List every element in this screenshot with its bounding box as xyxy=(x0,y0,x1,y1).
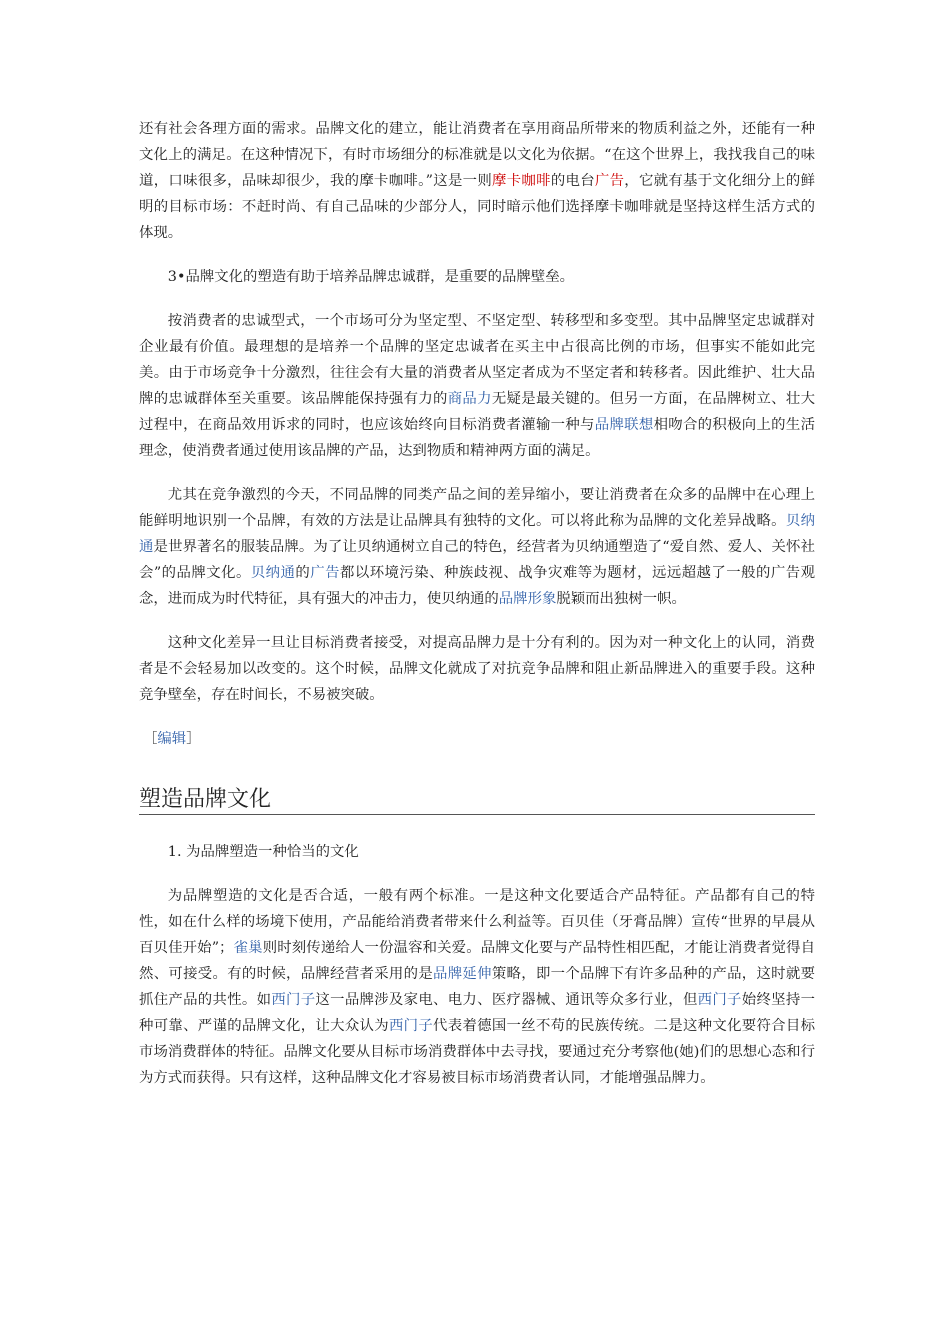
text-run: 还有社会各理方面的需求。品牌文化的建立，能让消费者在享用商品所带来的物质利益之外，还能有一种文化上的满足。在这种情况下，有时市场细分的标准就是以文化为依据。“在这个世界上，我找我自己的味道，口味很多，品味却很少，我的摩卡咖啡。”这是一则 xyxy=(139,121,815,189)
text-run: 始终坚持一种可靠、严谨的品牌文化，让大众认为 xyxy=(139,992,815,1034)
link-product-power[interactable]: 商品力 xyxy=(447,391,492,407)
text-run: 的 xyxy=(295,565,311,581)
paragraph-4 xyxy=(139,482,815,612)
paragraph-7 xyxy=(139,883,815,1091)
link-siemens[interactable]: 西门子 xyxy=(388,1018,434,1034)
bracket-close: ］ xyxy=(186,731,201,747)
paragraph-6-subheading: 1. 为品牌塑造一种恰当的文化 xyxy=(167,844,359,860)
text-run: 策略，即一个品牌下有许多品种的产品，这时就要抓住产品的共性。如 xyxy=(139,966,815,1008)
link-brand-extension[interactable]: 品牌延伸 xyxy=(433,966,492,982)
paragraph-3 xyxy=(139,308,815,464)
link-benetton[interactable]: 贝纳通 xyxy=(139,513,815,555)
text-run: 无疑是最关键的。但另一方面，在品牌树立、壮大过程中，在商品效用诉求的同时，也应该始终向目标消费者灌输一种与 xyxy=(139,391,815,433)
link-brand-image[interactable]: 品牌形象 xyxy=(498,591,557,607)
paragraph-1 xyxy=(139,116,815,246)
text-run: 相吻合的积极向上的生活理念，使消费者通过使用该品牌的产品，达到物质和精神两方面的满足。 xyxy=(139,417,815,459)
paragraph-5: 这种文化差异一旦让目标消费者接受，对提高品牌力是十分有利的。因为对一种文化上的认同，消费者是不会轻易加以改变的。这个时候，品牌文化就成了对抗竞争品牌和阻止新品牌进入的重要手段。这种竞争壁垒，存在时间长，不易被突破。 xyxy=(139,635,815,703)
bracket-open: ［ xyxy=(143,731,158,747)
paragraph-2-point: 3•品牌文化的塑造有助于培养品牌忠诚群，是重要的品牌壁垒。 xyxy=(167,269,574,285)
link-siemens[interactable]: 西门子 xyxy=(271,992,316,1008)
link-siemens[interactable]: 西门子 xyxy=(697,992,742,1008)
edit-section xyxy=(139,726,815,752)
link-advertisement[interactable]: 广告 xyxy=(310,565,340,581)
edit-link[interactable]: 编辑 xyxy=(157,731,187,747)
text-run: 尤其在竞争激烈的今天，不同品牌的同类产品之间的差异缩小，要让消费者在众多的品牌中在心理上能鲜明地识别一个品牌，有效的方法是让品牌具有独特的文化。可以将此称为品牌的文化差异战略。 xyxy=(139,487,815,529)
article-body xyxy=(139,116,815,1091)
text-run: 都以环境污染、种族歧视、战争灾难等为题材，远远超越了一般的广告观念，进而成为时代特征，具有强大的冲击力，使贝纳通的 xyxy=(139,565,815,607)
text-run: ，它就有基于文化细分上的鲜明的目标市场：不赶时尚、有自己品味的少部分人，同时暗示他们选择摩卡咖啡就是坚持这样生活方式的体现。 xyxy=(139,173,815,241)
text-run: 是世界著名的服装品牌。为了让贝纳通树立自己的特色，经营者为贝纳通塑造了“爱自然、爱人、关怀社会”的品牌文化。 xyxy=(139,539,815,581)
section-heading: 塑造品牌文化 xyxy=(139,786,815,815)
text-run: 代表着德国一丝不苟的民族传统。二是这种文化要符合目标市场消费群体的特征。品牌文化要从目标市场消费群体中去寻找，要通过充分考察他(她)们的思想心态和行为方式而获得。只有这样，这种品牌文化才容易被目标市场消费者认同，才能增强品牌力。 xyxy=(139,1018,815,1086)
text-run: 脱颖而出独树一帜。 xyxy=(556,591,686,607)
text-run: 的电台 xyxy=(550,173,595,189)
text-run: 则时刻传递给人一份温容和关爱。品牌文化要与产品特性相匹配，才能让消费者觉得自然、可接受。有的时候，品牌经营者采用的是 xyxy=(139,940,815,982)
text-run: 这一品牌涉及家电、电力、医疗器械、通讯等众多行业，但 xyxy=(315,992,698,1008)
link-brand-association[interactable]: 品牌联想 xyxy=(594,417,654,433)
link-mocha-coffee[interactable]: 摩卡咖啡 xyxy=(492,173,551,189)
link-benetton[interactable]: 贝纳通 xyxy=(250,565,296,581)
link-nestle[interactable]: 雀巢 xyxy=(233,940,263,956)
text-run: 为品牌塑造的文化是否合适，一般有两个标准。一是这种文化要适合产品特征。产品都有自己的特性，如在什么样的场境下使用，产品能给消费者带来什么利益等。百贝佳（牙膏品牌）宣传“世界的早晨从百贝佳开始”； xyxy=(139,888,815,956)
text-run: 按消费者的忠诚型式，一个市场可分为坚定型、不坚定型、转移型和多变型。其中品牌坚定忠诚群对企业最有价值。最理想的是培养一个品牌的坚定忠诚者在买主中占很高比例的市场，但事实不能如此完美。由于市场竞争十分激烈，往往会有大量的消费者从坚定者成为不坚定者和转移者。因此维护、壮大品牌的忠诚群体至关重要。该品牌能保持强有力的 xyxy=(139,313,815,407)
link-advertisement[interactable]: 广告 xyxy=(594,173,625,189)
